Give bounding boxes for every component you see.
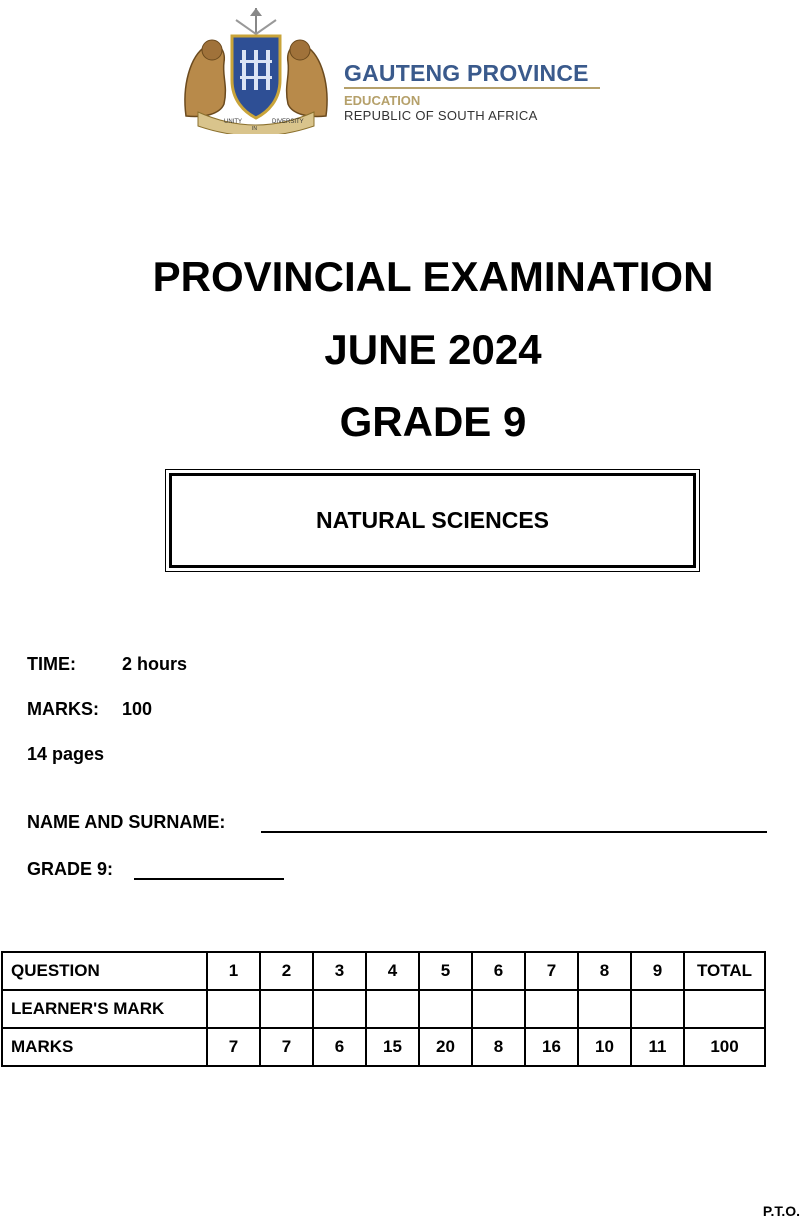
- svg-text:DIVERSITY: DIVERSITY: [272, 119, 304, 125]
- mark-entry-cell[interactable]: [260, 990, 313, 1028]
- table-cell: 15: [366, 1028, 419, 1066]
- department-name: EDUCATION: [344, 93, 421, 108]
- province-name: GAUTENG PROVINCE: [344, 60, 589, 86]
- table-cell: 9: [631, 952, 684, 990]
- pto-footer: P.T.O.: [762, 1203, 800, 1219]
- table-row-learners-mark: [2, 990, 765, 1028]
- grade-class-label: GRADE 9:: [27, 859, 114, 879]
- table-cell: 4: [366, 952, 419, 990]
- mark-entry-cell[interactable]: [207, 990, 260, 1028]
- table-cell: 7: [525, 952, 578, 990]
- table-cell: 6: [472, 952, 525, 990]
- table-cell: QUESTION: [2, 952, 207, 990]
- mark-entry-cell[interactable]: [366, 990, 419, 1028]
- gauteng-crest-logo: [176, 6, 336, 134]
- table-cell: 10: [578, 1028, 631, 1066]
- table-cell: 5: [419, 952, 472, 990]
- exam-session: JUNE 2024: [324, 326, 542, 373]
- mark-entry-cell[interactable]: [684, 990, 765, 1028]
- name-label: NAME AND SURNAME:: [27, 812, 226, 832]
- marks-label: MARKS:: [27, 699, 99, 719]
- table-row-question: [2, 952, 765, 990]
- marks-value: 100: [122, 699, 153, 719]
- time-label: TIME:: [27, 654, 76, 674]
- table-cell: 100: [684, 1028, 765, 1066]
- province-underline: [344, 87, 600, 89]
- marks-table: [1, 951, 766, 1067]
- mark-entry-cell[interactable]: [313, 990, 366, 1028]
- table-cell: 8: [578, 952, 631, 990]
- table-cell: TOTAL: [684, 952, 765, 990]
- name-field[interactable]: [261, 831, 767, 833]
- svg-text:IN: IN: [252, 126, 257, 132]
- table-cell: 2: [260, 952, 313, 990]
- mark-entry-cell[interactable]: [525, 990, 578, 1028]
- time-value: 2 hours: [122, 654, 188, 674]
- mark-entry-cell[interactable]: [578, 990, 631, 1028]
- table-cell: 16: [525, 1028, 578, 1066]
- mark-entry-cell[interactable]: [419, 990, 472, 1028]
- table-cell: 3: [313, 952, 366, 990]
- subject-box: [169, 473, 696, 568]
- table-cell: 7: [207, 1028, 260, 1066]
- exam-grade: GRADE 9: [339, 398, 527, 445]
- subject-title: NATURAL SCIENCES: [316, 507, 549, 533]
- page-count: 14 pages: [27, 744, 105, 764]
- mark-entry-cell[interactable]: [631, 990, 684, 1028]
- table-cell: LEARNER'S MARK: [2, 990, 207, 1028]
- mark-entry-cell[interactable]: [472, 990, 525, 1028]
- exam-title: PROVINCIAL EXAMINATION: [152, 253, 714, 300]
- table-row-marks: [2, 1028, 765, 1066]
- svg-text:UNITY: UNITY: [224, 119, 242, 125]
- table-cell: 20: [419, 1028, 472, 1066]
- country-name: REPUBLIC OF SOUTH AFRICA: [344, 108, 538, 123]
- table-cell: 6: [313, 1028, 366, 1066]
- table-cell: 7: [260, 1028, 313, 1066]
- grade-class-field[interactable]: [134, 878, 284, 880]
- table-cell: MARKS: [2, 1028, 207, 1066]
- table-cell: 1: [207, 952, 260, 990]
- table-cell: 8: [472, 1028, 525, 1066]
- table-cell: 11: [631, 1028, 684, 1066]
